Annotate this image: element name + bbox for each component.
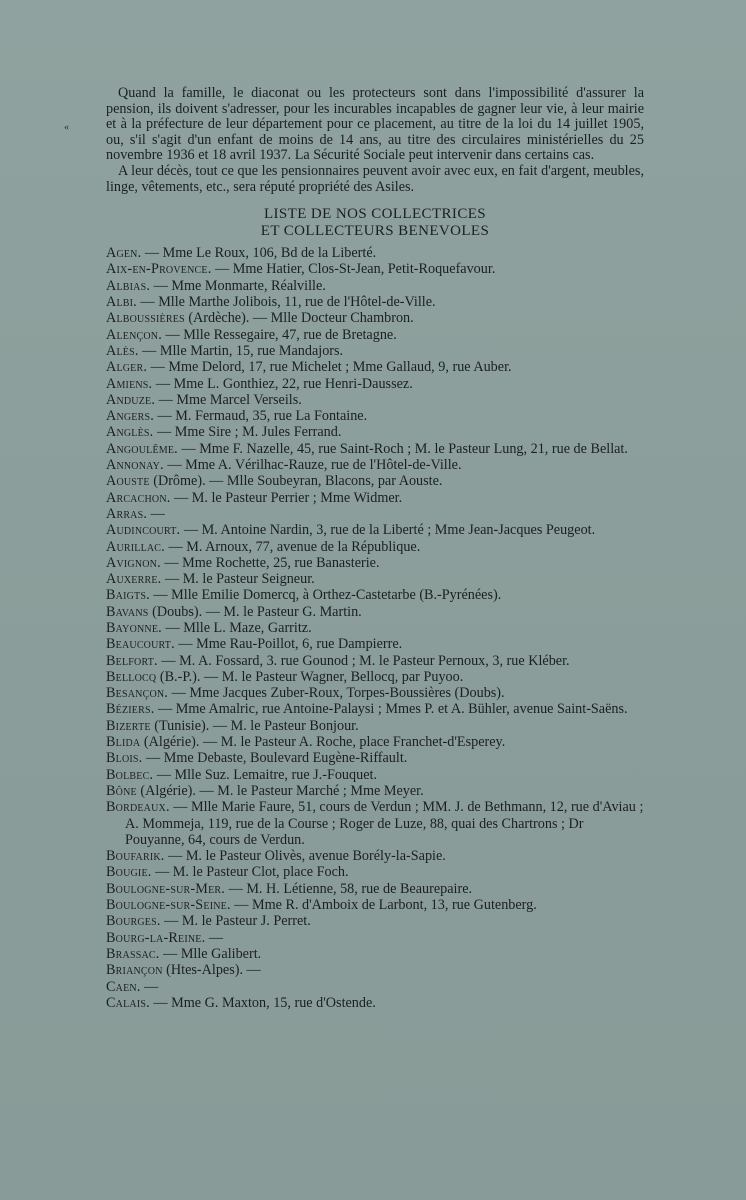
list-item xyxy=(106,864,644,880)
entry-collector: Mme Debaste, Boulevard Eugène-Riffault. xyxy=(163,750,408,767)
list-heading-line-2: ET COLLECTEURS BENEVOLES xyxy=(260,223,490,240)
entry-city: Arras. xyxy=(106,505,148,522)
list-item xyxy=(106,490,644,506)
entry-region: (B.-P.). xyxy=(156,668,201,685)
list-item xyxy=(106,506,644,522)
entry-separator: — xyxy=(161,652,176,669)
list-item xyxy=(106,261,644,277)
list-item xyxy=(106,278,644,294)
entry-separator: — xyxy=(203,734,218,751)
entry-separator: — xyxy=(164,913,179,930)
entry-separator: — xyxy=(167,457,182,474)
list-item xyxy=(106,881,644,897)
entry-city: Blida xyxy=(106,734,141,751)
entry-city: Caen. xyxy=(106,978,141,995)
entry-collector: Mme Rau-Poillot, 6, rue Dampierre. xyxy=(196,636,403,653)
list-item xyxy=(106,979,644,995)
list-item xyxy=(106,473,644,489)
entry-separator: — xyxy=(165,326,180,343)
entry-collector: Mlle Marie Faure, 51, cours de Verdun ; MM. J. de Bethmann, 12, rue d'Aviau ; A. Mommeja, 119, rue de la Course ; Roger de Luze, 88, quai des Chartrons ; Dr Pouyanne, 64, cours de Verdun. xyxy=(125,799,644,848)
entry-city: Amiens. xyxy=(106,375,153,392)
list-item xyxy=(106,343,644,359)
entry-collector: Mlle Soubeyran, Blacons, par Aouste. xyxy=(226,473,443,490)
entry-city: Baigts. xyxy=(106,587,150,604)
entry-separator: — xyxy=(246,962,261,979)
entry-city: Briançon xyxy=(106,962,163,979)
entry-separator: — xyxy=(208,929,224,946)
entry-separator: — xyxy=(174,489,189,506)
entry-city: Angers. xyxy=(106,408,154,425)
entry-collector: Mlle Galibert. xyxy=(180,945,262,962)
entry-city: Calais. xyxy=(106,994,150,1011)
entry-collector: M. le Pasteur G. Martin. xyxy=(223,603,362,620)
list-item xyxy=(106,718,644,734)
entry-separator: — xyxy=(153,994,168,1011)
entry-separator: — xyxy=(212,717,228,734)
list-item xyxy=(106,701,644,717)
entry-region: (Doubs). xyxy=(148,603,203,620)
entry-separator: — xyxy=(183,522,199,539)
entry-separator: — xyxy=(181,440,196,457)
entry-collector: Mlle Docteur Chambron. xyxy=(270,310,414,327)
margin-mark: « xyxy=(64,122,69,133)
entry-collector: M. le Pasteur Perrier ; Mme Widmer. xyxy=(191,489,403,506)
entry-city: Bordeaux. xyxy=(106,799,170,816)
list-item xyxy=(106,962,644,978)
entry-separator: — xyxy=(158,701,173,718)
entry-collector: Mme L. Gonthiez, 22, rue Henri-Daussez. xyxy=(173,375,413,392)
entry-collector: Mme Rochette, 25, rue Banasterie. xyxy=(182,554,380,571)
entry-collector: M. le Pasteur Marché ; Mme Meyer. xyxy=(217,782,424,799)
entry-city: Bône xyxy=(106,782,137,799)
entry-city: Boufarik. xyxy=(106,848,165,865)
intro-paragraph-1: Quand la famille, le diaconat ou les protecteurs sont dans l'impossibilité d'assurer la pension, ils doivent s'adresser, pour les incurables incapables de gagner leur vie, à leur mairie et à la préfecture de leur département pour ce placement, au titre de la loi du 14 juillet 1905, ou, s'il s'agit d'un enfant de moins de 14 ans, au titre des circulaires ministérielles du 25 novembre 1936 et 18 avril 1937. La Sécurité Sociale peut intervenir dans certains cas. xyxy=(106,85,644,164)
entry-city: Bavans xyxy=(106,603,149,620)
entry-separator: — xyxy=(145,750,161,767)
entry-separator: — xyxy=(157,408,172,425)
entry-separator: — xyxy=(142,342,157,359)
entry-separator: — xyxy=(164,571,180,588)
list-item xyxy=(106,441,644,457)
entry-collector: M. Antoine Nardin, 3, rue de la Liberté ; Mme Jean-Jacques Peugeot. xyxy=(201,522,596,539)
entry-collector: Mme A. Vérilhac-Rauze, rue de l'Hôtel-de-Ville. xyxy=(185,457,462,474)
entry-city: Arcachon. xyxy=(106,489,171,506)
entry-separator: — xyxy=(158,391,173,408)
entry-separator: — xyxy=(150,359,165,376)
entry-separator: — xyxy=(228,880,243,897)
entry-region: (Htes-Alpes). xyxy=(162,962,243,979)
entry-separator: — xyxy=(163,945,178,962)
list-item xyxy=(106,457,644,473)
entry-collector: Mme Sire ; M. Jules Ferrand. xyxy=(174,424,342,441)
list-item xyxy=(106,799,644,848)
entry-collector: Mme Monmarte, Réalville. xyxy=(171,277,326,294)
entry-region: (Drôme). xyxy=(149,473,206,490)
entry-separator: — xyxy=(155,375,171,392)
entry-separator: — xyxy=(171,685,186,702)
entry-collector: Mme R. d'Amboix de Larbont, 13, rue Gutenberg. xyxy=(251,897,537,914)
entry-city: Besançon. xyxy=(106,685,169,702)
entry-separator: — xyxy=(144,245,160,262)
entry-separator: — xyxy=(164,554,179,571)
list-item xyxy=(106,587,644,603)
list-item xyxy=(106,327,644,343)
entry-city: Alençon. xyxy=(106,326,162,343)
entry-city: Bourg-la-Reine. xyxy=(106,929,206,946)
entry-separator: — xyxy=(168,848,183,865)
entry-city: Albi. xyxy=(106,294,137,311)
entry-city: Beaucourt. xyxy=(106,636,175,653)
entry-city: Albias. xyxy=(106,277,151,294)
list-item xyxy=(106,424,644,440)
list-heading xyxy=(106,206,644,240)
entry-collector: M. le Pasteur Seigneur. xyxy=(182,571,315,588)
entry-region: (Algérie). xyxy=(140,734,200,751)
entry-collector: Mlle Emilie Domercq, à Orthez-Castetarbe (B.-Pyrénées). xyxy=(171,587,502,604)
entry-city: Alger. xyxy=(106,359,148,376)
entry-city: Angoulême. xyxy=(106,440,178,457)
entry-separator: — xyxy=(156,766,171,783)
entry-city: Bizerte xyxy=(106,717,151,734)
entry-separator: — xyxy=(156,424,172,441)
entry-separator: — xyxy=(214,261,230,278)
list-item xyxy=(106,734,644,750)
entry-city: Bougie. xyxy=(106,864,152,881)
entry-city: Béziers. xyxy=(106,701,155,718)
list-item xyxy=(106,522,644,538)
list-item xyxy=(106,897,644,913)
entry-separator: — xyxy=(140,294,155,311)
entry-region: (Algérie). xyxy=(136,782,196,799)
entry-city: Aurillac. xyxy=(106,538,165,555)
list-item xyxy=(106,946,644,962)
list-item xyxy=(106,294,644,310)
intro-paragraph-2: A leur décès, tout ce que les pensionnaires peuvent avoir avec eux, en fait d'argent, meubles, linge, vêtements, etc., sera réputé propriété des Asiles. xyxy=(106,162,644,195)
entry-city: Aouste xyxy=(106,473,150,490)
entry-collector: Mme Jacques Zuber-Roux, Torpes-Boussières (Doubs). xyxy=(189,685,505,702)
entry-collector: Mme G. Maxton, 15, rue d'Ostende. xyxy=(171,994,376,1011)
entry-city: Brassac. xyxy=(106,945,160,962)
entry-separator: — xyxy=(205,603,220,620)
entry-city: Boulogne-sur-Mer. xyxy=(106,880,226,897)
entry-collector: Mme Delord, 17, rue Michelet ; Mme Gallaud, 9, rue Auber. xyxy=(168,359,512,376)
entry-collector: M. Fermaud, 35, rue La Fontaine. xyxy=(175,408,368,425)
list-item xyxy=(106,604,644,620)
entry-collector: Mlle Martin, 15, rue Mandajors. xyxy=(159,342,344,359)
entry-separator: — xyxy=(199,782,214,799)
entry-city: Anglès. xyxy=(106,424,154,441)
entry-separator: — xyxy=(153,277,168,294)
entry-collector: Mme F. Nazelle, 45, rue Saint-Roch ; M. le Pasteur Lung, 21, rue de Bellat. xyxy=(199,440,628,457)
list-item xyxy=(106,913,644,929)
entry-collector: M. H. Létienne, 58, rue de Beaurepaire. xyxy=(246,880,473,897)
entry-collector: Mlle Marthe Jolibois, 11, rue de l'Hôtel-de-Ville. xyxy=(158,294,436,311)
entry-city: Agen. xyxy=(106,245,142,262)
list-item xyxy=(106,620,644,636)
entry-collector: Mlle L. Maze, Garritz. xyxy=(183,619,312,636)
entry-city: Aix-en-Provence. xyxy=(106,261,212,278)
list-item xyxy=(106,848,644,864)
entry-city: Blois. xyxy=(106,750,143,767)
entry-collector: M. le Pasteur Clot, place Foch. xyxy=(172,864,349,881)
entry-collector: Mlle Suz. Lemaitre, rue J.-Fouquet. xyxy=(174,766,378,783)
entry-separator: — xyxy=(144,978,159,995)
entry-separator: — xyxy=(168,538,183,555)
entry-city: Boulogne-sur-Seine. xyxy=(106,897,231,914)
entry-separator: — xyxy=(178,636,193,653)
collector-list xyxy=(106,245,644,1011)
entry-city: Bellocq xyxy=(106,668,157,685)
list-item xyxy=(106,571,644,587)
list-item xyxy=(106,653,644,669)
entry-collector: M. Arnoux, 77, avenue de la République. xyxy=(186,538,421,555)
list-item xyxy=(106,685,644,701)
entry-separator: — xyxy=(153,587,168,604)
list-item xyxy=(106,930,644,946)
list-item xyxy=(106,783,644,799)
entry-collector: M. le Pasteur Olivès, avenue Borély-la-Sapie. xyxy=(185,848,446,865)
entry-collector: Mme Le Roux, 106, Bd de la Liberté. xyxy=(162,245,377,262)
list-item xyxy=(106,310,644,326)
entry-separator: — xyxy=(204,668,219,685)
entry-city: Audincourt. xyxy=(106,522,181,539)
entry-collector: M. le Pasteur A. Roche, place Franchet-d'Esperey. xyxy=(220,734,506,751)
page-content xyxy=(106,86,644,1011)
entry-separator: — xyxy=(234,897,249,914)
list-item xyxy=(106,636,644,652)
entry-separator: — xyxy=(155,864,170,881)
entry-collector: Mme Hatier, Clos-St-Jean, Petit-Roquefavour. xyxy=(232,261,496,278)
entry-city: Annonay. xyxy=(106,457,164,474)
entry-city: Bolbec. xyxy=(106,766,154,783)
entry-separator: — xyxy=(173,799,188,816)
list-item xyxy=(106,555,644,571)
entry-collector: M. le Pasteur J. Perret. xyxy=(181,913,311,930)
list-item xyxy=(106,376,644,392)
entry-city: Alès. xyxy=(106,342,139,359)
entry-collector: Mlle Ressegaire, 47, rue de Bretagne. xyxy=(183,326,397,343)
list-item xyxy=(106,767,644,783)
list-item xyxy=(106,359,644,375)
entry-separator: — xyxy=(252,310,268,327)
entry-city: Auxerre. xyxy=(106,571,162,588)
entry-collector: Mme Marcel Verseils. xyxy=(176,391,302,408)
entry-collector: Mme Amalric, rue Antoine-Palaysi ; Mmes P. et A. Bühler, avenue Saint-Saëns. xyxy=(175,701,628,718)
entry-city: Belfort. xyxy=(106,652,158,669)
entry-separator: — xyxy=(150,505,165,522)
entry-city: Avignon. xyxy=(106,554,161,571)
entry-collector: M. le Pasteur Wagner, Bellocq, par Puyoo. xyxy=(221,668,464,685)
list-item xyxy=(106,750,644,766)
list-item xyxy=(106,669,644,685)
entry-region: (Tunisie). xyxy=(150,717,210,734)
entry-separator: — xyxy=(165,619,180,636)
entry-region: (Ardèche). xyxy=(184,310,250,327)
entry-separator: — xyxy=(209,473,224,490)
entry-city: Alboussières xyxy=(106,310,185,327)
list-item xyxy=(106,408,644,424)
list-item xyxy=(106,392,644,408)
entry-collector: M. A. Fossard, 3. rue Gounod ; M. le Pasteur Pernoux, 3, rue Kléber. xyxy=(179,652,570,669)
list-heading-line-1: LISTE DE NOS COLLECTRICES xyxy=(263,206,487,223)
entry-city: Anduze. xyxy=(106,391,156,408)
list-item xyxy=(106,995,644,1011)
list-item xyxy=(106,539,644,555)
entry-city: Bayonne. xyxy=(106,619,162,636)
entry-city: Bourges. xyxy=(106,913,161,930)
list-item xyxy=(106,245,644,261)
entry-collector: M. le Pasteur Bonjour. xyxy=(230,717,359,734)
